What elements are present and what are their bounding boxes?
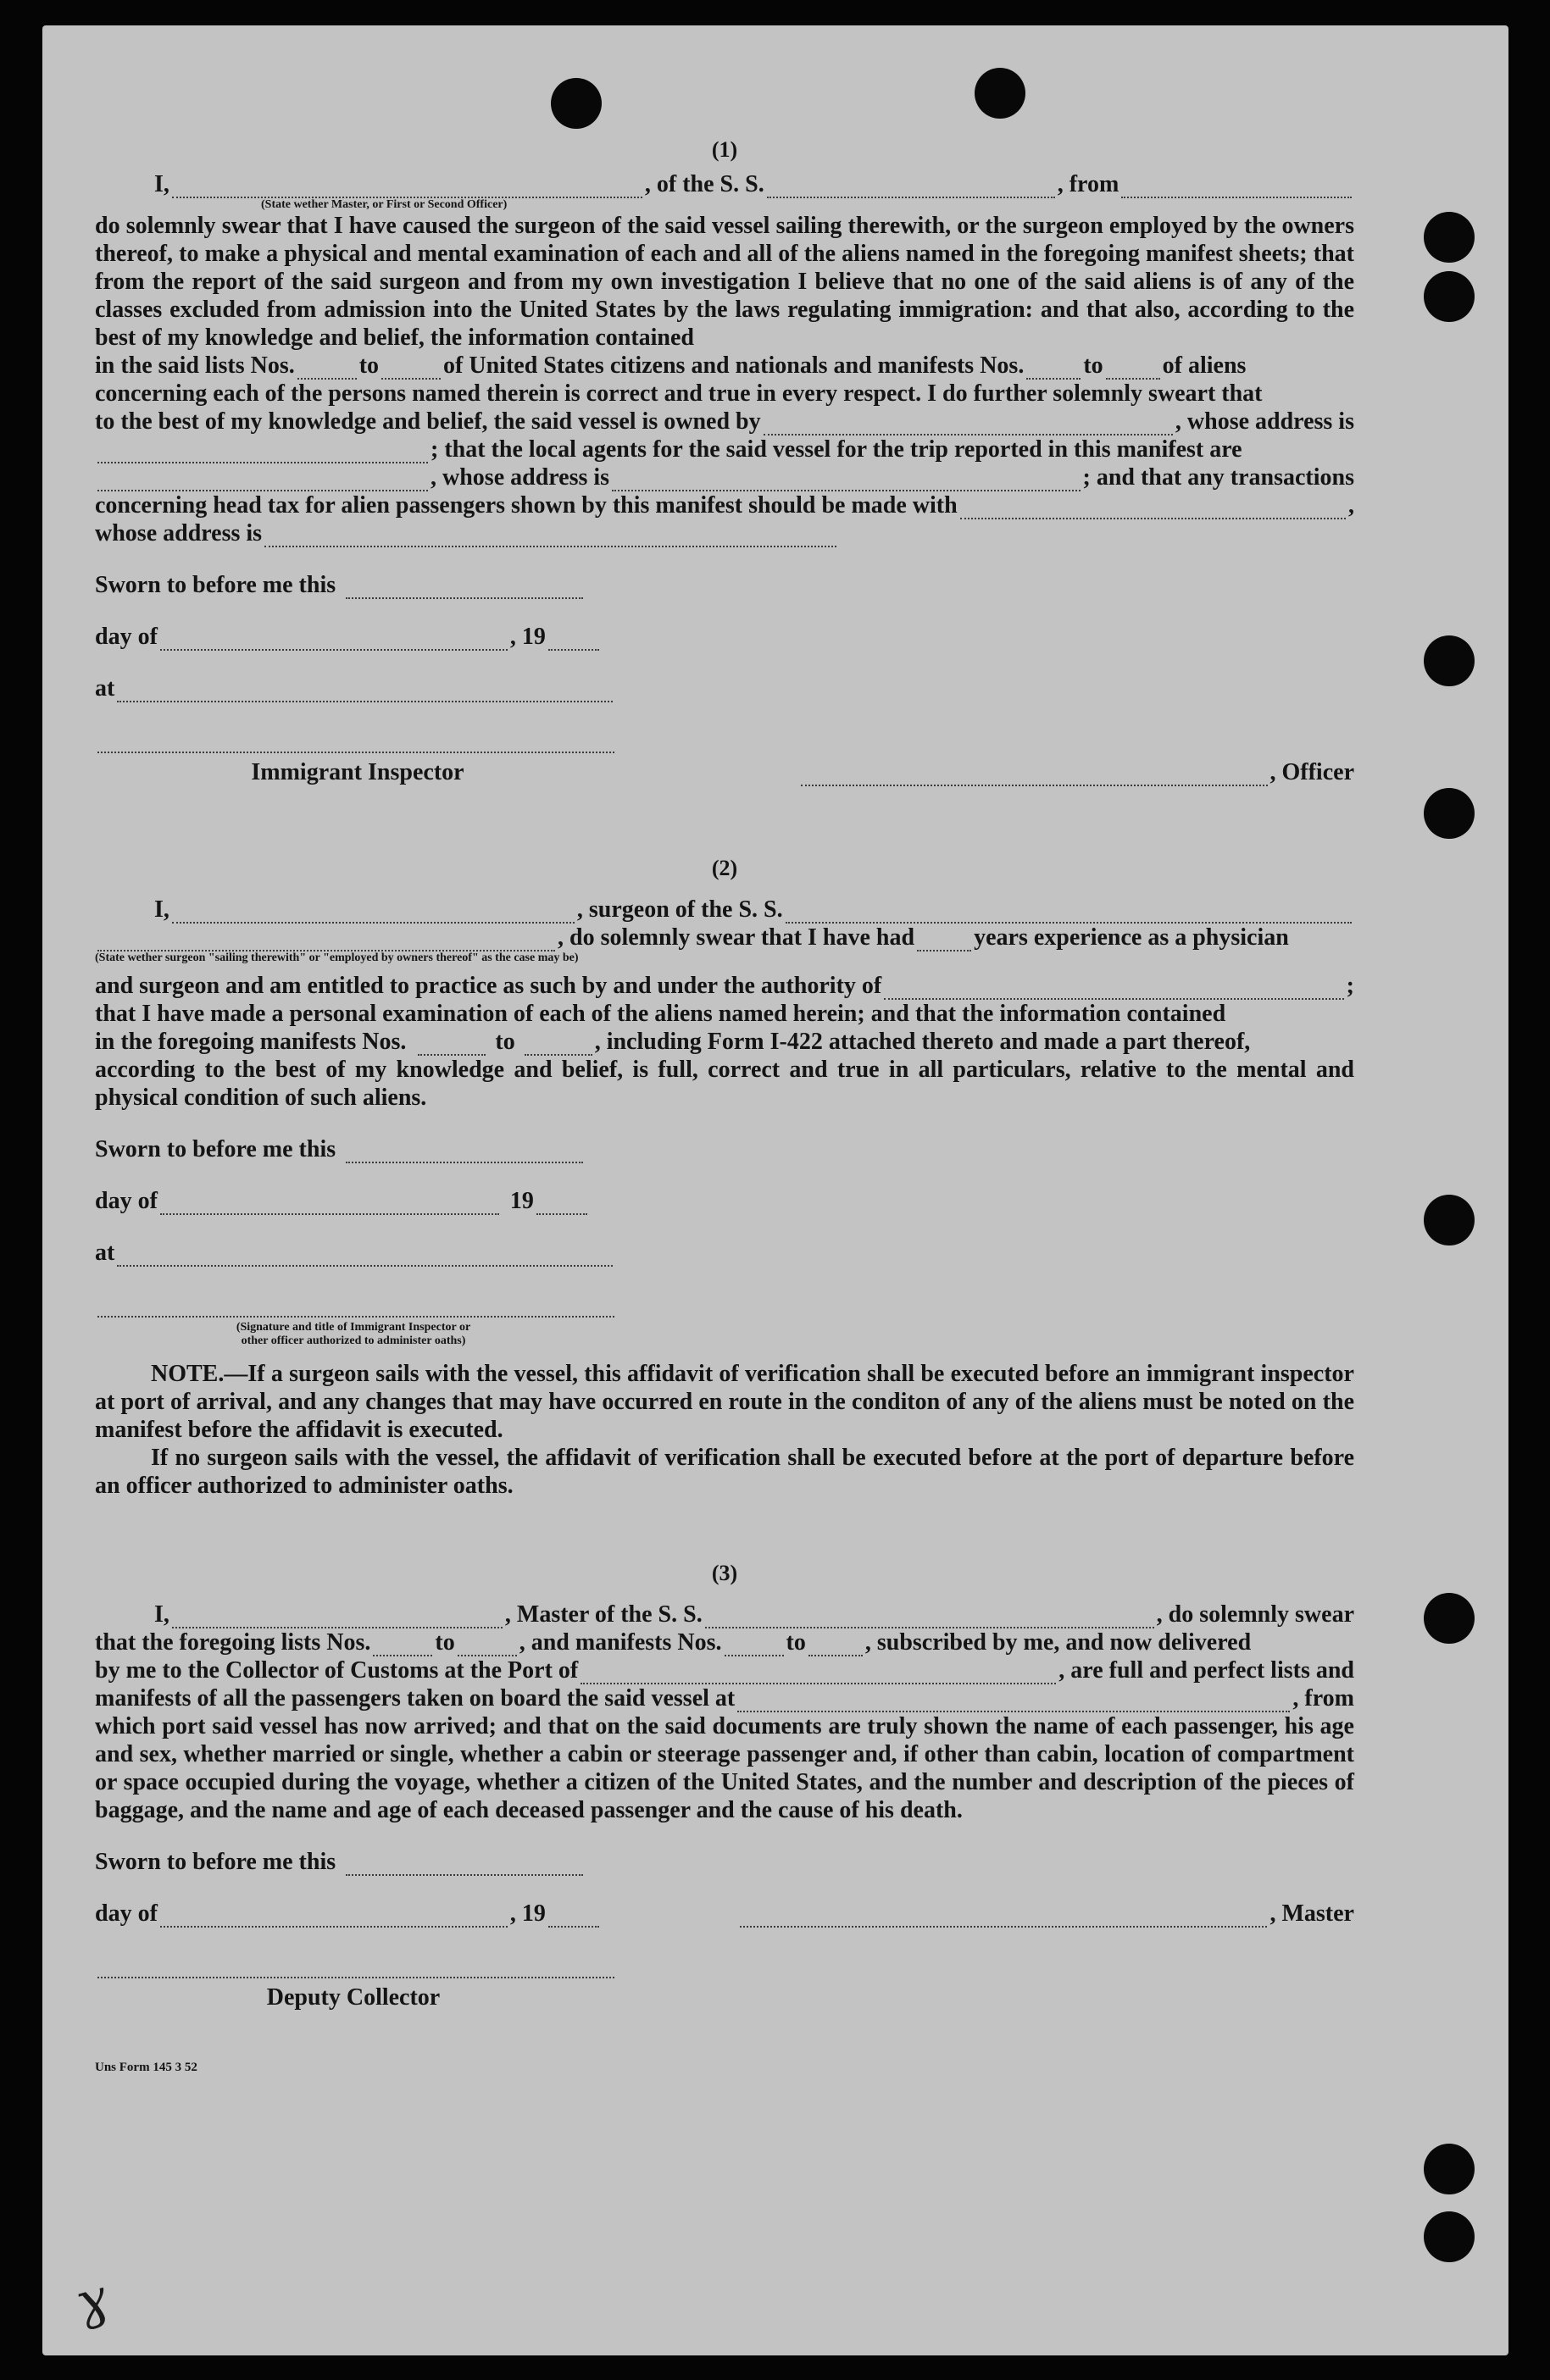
s3-i-label: I,: [154, 1601, 169, 1628]
s2-at-field[interactable]: [117, 1250, 613, 1267]
s1-at-label: at: [95, 675, 115, 702]
head-tax-label: concerning head tax for alien passengers shown by this manifest should be made with: [95, 492, 958, 519]
s1-at-line: [95, 674, 1354, 702]
punch-hole: [1424, 212, 1475, 263]
s2-i-label: I,: [154, 896, 169, 923]
section-1-number: (1): [711, 137, 738, 162]
s1-sworn-label: Sworn to before me this: [95, 572, 336, 598]
head-tax-comma: ,: [1348, 492, 1354, 519]
s2-manifest-from-field[interactable]: [418, 1039, 486, 1056]
note-paragraph-2: If no surgeon sails with the vessel, the affidavit of verification shall be executed before at the port of departure before an officer authorized to administer oaths.: [95, 1445, 1354, 1499]
s1-body-1: do solemnly swear that I have caused the surgeon of the said vessel sailing therewith, or the surgeon employed by the owners thereof, to make a physical and mental examination of each and all of the aliens named in the foregoing manifest sheets; that from the report of the said surgeon and from my own investigation I believe that no one of the said aliens is of any of the classes excluded from admission into the United States by the laws regulating immigration: and that also, according to the best of my knowledge and belief, the information contained: [95, 213, 1354, 351]
section-3-number: (3): [711, 1561, 738, 1585]
deputy-collector-label: Deputy Collector: [266, 1984, 441, 2011]
s1-lists-label: in the said lists Nos.: [95, 352, 295, 379]
s3-sworn-label: Sworn to before me this: [95, 1849, 336, 1875]
s2-year-field[interactable]: [536, 1198, 587, 1215]
owner-address-label: , whose address is: [1175, 408, 1354, 435]
s2-signature-note: (Signature and title of Immigrant Inspector or other officer authorized to administer oaths): [236, 1321, 471, 1347]
s1-whose-line: [95, 519, 1354, 547]
alien-manifest-to-field[interactable]: [1106, 363, 1160, 380]
s2-line-2: [95, 924, 1354, 951]
punch-hole: [1424, 1195, 1475, 1245]
s1-sworn-field[interactable]: [346, 582, 583, 599]
officer-signature-field[interactable]: [801, 769, 1268, 786]
s2-form-label: , including Form I-422 attached thereto and made a part thereof,: [594, 1029, 1251, 1055]
s3-day-label: day of: [95, 1900, 158, 1927]
citizen-list-to-field[interactable]: [381, 363, 441, 380]
full-lists-label: , are full and perfect lists and: [1058, 1657, 1354, 1684]
punch-hole: [1424, 788, 1475, 839]
authority-label: and surgeon and am entitled to practice as such by and under the authority of: [95, 973, 882, 999]
surgeon-of-ss-label: , surgeon of the S. S.: [576, 896, 783, 923]
from-label: , from: [1057, 171, 1119, 197]
agents-label: ; that the local agents for the said vessel for the trip reported in this manifest are: [431, 436, 1242, 463]
vessel-name-field[interactable]: [767, 181, 1055, 198]
s2-body-1: that I have made a personal examination of each of the aliens named herein; and that the information contained: [95, 1001, 1226, 1027]
form-body: [95, 127, 1354, 2082]
manifest-affidavit-page: [42, 25, 1508, 2355]
punch-hole: [1424, 271, 1475, 322]
handwritten-mark: ɣ: [69, 2267, 114, 2333]
inspector-signature: [95, 736, 620, 786]
s1-year-label: , 19: [509, 624, 546, 650]
punch-hole: [1424, 2144, 1475, 2194]
s2-at-label: at: [95, 1240, 115, 1266]
s1-head-tax-line: [95, 491, 1354, 519]
s2-status-note: (State wether surgeon "sailing therewith" or "employed by owners thereof" as the case may be): [95, 951, 579, 964]
s3-manifest-to-field[interactable]: [808, 1639, 863, 1656]
s2-manifests-label: in the foregoing manifests Nos.: [95, 1029, 407, 1055]
whose-address-label: whose address is: [95, 520, 263, 546]
s1-at-field[interactable]: [117, 685, 613, 702]
s3-line-1: [95, 1601, 1354, 1628]
form-number: Uns Form 145 3 52: [95, 2061, 197, 2074]
s3-port-line: [95, 1656, 1354, 1684]
head-tax-address-field[interactable]: [264, 530, 836, 547]
s3-day-line: [95, 1900, 1354, 1928]
s3-vessel-field[interactable]: [705, 1612, 1154, 1628]
from-port-field[interactable]: [1121, 181, 1352, 198]
port-label: by me to the Collector of Customs at the Port of: [95, 1657, 579, 1684]
officer-line: [620, 758, 1354, 786]
s3-swear-label: , do solemnly swear: [1156, 1601, 1354, 1628]
s1-signature-row: [95, 736, 1354, 786]
s1-day-label: day of: [95, 624, 158, 650]
alien-manifest-from-field[interactable]: [1026, 363, 1081, 380]
s1-agents-address-line: [95, 463, 1354, 491]
s2-swear-label: , do solemnly swear that I have had: [558, 924, 915, 951]
punch-hole: [551, 78, 602, 129]
s2-line-1: [95, 896, 1354, 924]
agents-address-label: , whose address is: [431, 464, 610, 491]
departure-port-field[interactable]: [737, 1695, 1290, 1712]
s1-day-line: [95, 623, 1354, 651]
s1-to-label: to: [358, 352, 380, 379]
s2-year-label: 19: [509, 1188, 534, 1214]
s2-manifests-line: [95, 1028, 1354, 1056]
s1-line-1: [95, 170, 1354, 198]
s2-signature: [95, 1301, 1354, 1348]
collector-port-field[interactable]: [581, 1667, 1056, 1684]
s3-lists-label: that the foregoing lists Nos.: [95, 1629, 371, 1656]
surgeon-name-field[interactable]: [172, 907, 575, 924]
s3-lists-line: [95, 1628, 1354, 1656]
s3-sworn-line: [95, 1848, 1354, 1876]
from-label-3: , from: [1292, 1685, 1354, 1711]
owned-by-label: to the best of my knowledge and belief, the said vessel is owned by: [95, 408, 761, 435]
inspector-signature-field[interactable]: [97, 736, 614, 753]
officer-rank-field[interactable]: [172, 181, 642, 198]
transactions-label: ; and that any transactions: [1082, 464, 1354, 491]
s3-day-field[interactable]: [160, 1911, 508, 1928]
s1-day-field[interactable]: [160, 634, 508, 651]
deputy-signature: [95, 1961, 1354, 2011]
officer-label: , Officer: [1269, 759, 1354, 785]
master-of-ss-label: , Master of the S. S.: [504, 1601, 703, 1628]
s1-lists-line: [95, 352, 1354, 380]
s2-years-label: years experience as a physician: [974, 924, 1289, 951]
s3-delivered-label: , subscribed by me, and now delivered: [864, 1629, 1252, 1656]
punch-hole: [1424, 2211, 1475, 2262]
agents-field[interactable]: [97, 474, 428, 491]
s2-manifest-to-field[interactable]: [525, 1039, 592, 1056]
owner-field[interactable]: [764, 419, 1173, 436]
s3-to-label-2: to: [786, 1629, 806, 1656]
s2-sworn-label: Sworn to before me this: [95, 1136, 336, 1162]
s1-rank-note: (State wether Master, or First or Second Officer): [261, 198, 508, 211]
s1-manifests-label: of United States citizens and nationals and manifests Nos.: [443, 352, 1025, 379]
s3-to-label: to: [435, 1629, 455, 1656]
s1-to-label-2: to: [1083, 352, 1103, 379]
master-signature-field[interactable]: [740, 1911, 1268, 1928]
inspector-label: Immigrant Inspector: [251, 759, 464, 785]
s1-year-field[interactable]: [548, 634, 599, 651]
s2-day-label: day of: [95, 1188, 158, 1214]
s3-list-from-field[interactable]: [373, 1639, 432, 1656]
s1-agents-line: [95, 436, 1354, 463]
s1-owned-line: [95, 408, 1354, 436]
of-ss-label: , of the S. S.: [644, 171, 764, 197]
note-paragraph-1: NOTE.—If a surgeon sails with the vessel, this affidavit of verification shall be executed before an immigrant inspector at port of arrival, and any changes that may have occurred en route in the conditon of any of the aliens must be noted on the manifest before the affidavit is executed.: [95, 1361, 1354, 1443]
s3-sworn-field[interactable]: [346, 1859, 583, 1876]
s3-manifest-from-field[interactable]: [725, 1639, 784, 1656]
officer-signature: [620, 758, 1354, 786]
s1-sworn-line: [95, 571, 1354, 599]
master-name-field[interactable]: [172, 1612, 503, 1628]
agents-address-field[interactable]: [612, 474, 1080, 491]
s2-at-line: [95, 1239, 1354, 1267]
deputy-signature-field[interactable]: [97, 1961, 614, 1978]
s2-sworn-line: [95, 1135, 1354, 1163]
owner-address-field[interactable]: [97, 447, 428, 463]
punch-hole: [1424, 1593, 1475, 1644]
s2-authority-line: [95, 972, 1354, 1000]
s3-year-field[interactable]: [548, 1911, 599, 1928]
s3-list-to-field[interactable]: [458, 1639, 517, 1656]
s2-signature-field[interactable]: [97, 1301, 614, 1318]
s2-body-2: according to the best of my knowledge and belief, is full, correct and true in all particulars, relative to the mental and physical condition of such aliens.: [95, 1057, 1354, 1111]
s3-year-label: , 19: [509, 1900, 546, 1927]
punch-hole: [1424, 635, 1475, 686]
surgeon-status-field[interactable]: [97, 935, 555, 951]
punch-hole: [975, 68, 1025, 119]
s1-i-label: I,: [154, 171, 169, 197]
s2-vessel-field[interactable]: [786, 907, 1352, 924]
years-experience-field[interactable]: [917, 935, 971, 951]
s2-day-field[interactable]: [160, 1198, 499, 1215]
head-tax-party-field[interactable]: [960, 502, 1346, 519]
s1-body-2: concerning each of the persons named therein is correct and true in every respect. I do further solemnly sweart that: [95, 380, 1263, 407]
s1-aliens-label: of aliens: [1162, 352, 1247, 379]
s3-manifests-label: , and manifests Nos.: [519, 1629, 722, 1656]
authority-semicolon: ;: [1346, 973, 1354, 999]
s3-board-line: [95, 1684, 1354, 1712]
authority-field[interactable]: [884, 983, 1343, 1000]
section-2-number: (2): [711, 856, 738, 880]
s2-day-line: [95, 1187, 1354, 1215]
board-label: manifests of all the passengers taken on board the said vessel at: [95, 1685, 736, 1711]
citizen-list-from-field[interactable]: [297, 363, 357, 380]
s2-sworn-field[interactable]: [346, 1146, 583, 1163]
s3-body: which port said vessel has now arrived; and that on the said documents are truly shown the name of each passenger, his age and sex, whether married or single, whether a cabin or steerage passenger and, if other than cabin, location of compartment or space occupied during the voyage, whether a citizen of the United States, and the number and description of the pieces of baggage, and the name and age of each deceased passenger and the cause of his death.: [95, 1713, 1354, 1823]
master-label: , Master: [1269, 1900, 1354, 1927]
s2-to-label: to: [495, 1029, 515, 1055]
